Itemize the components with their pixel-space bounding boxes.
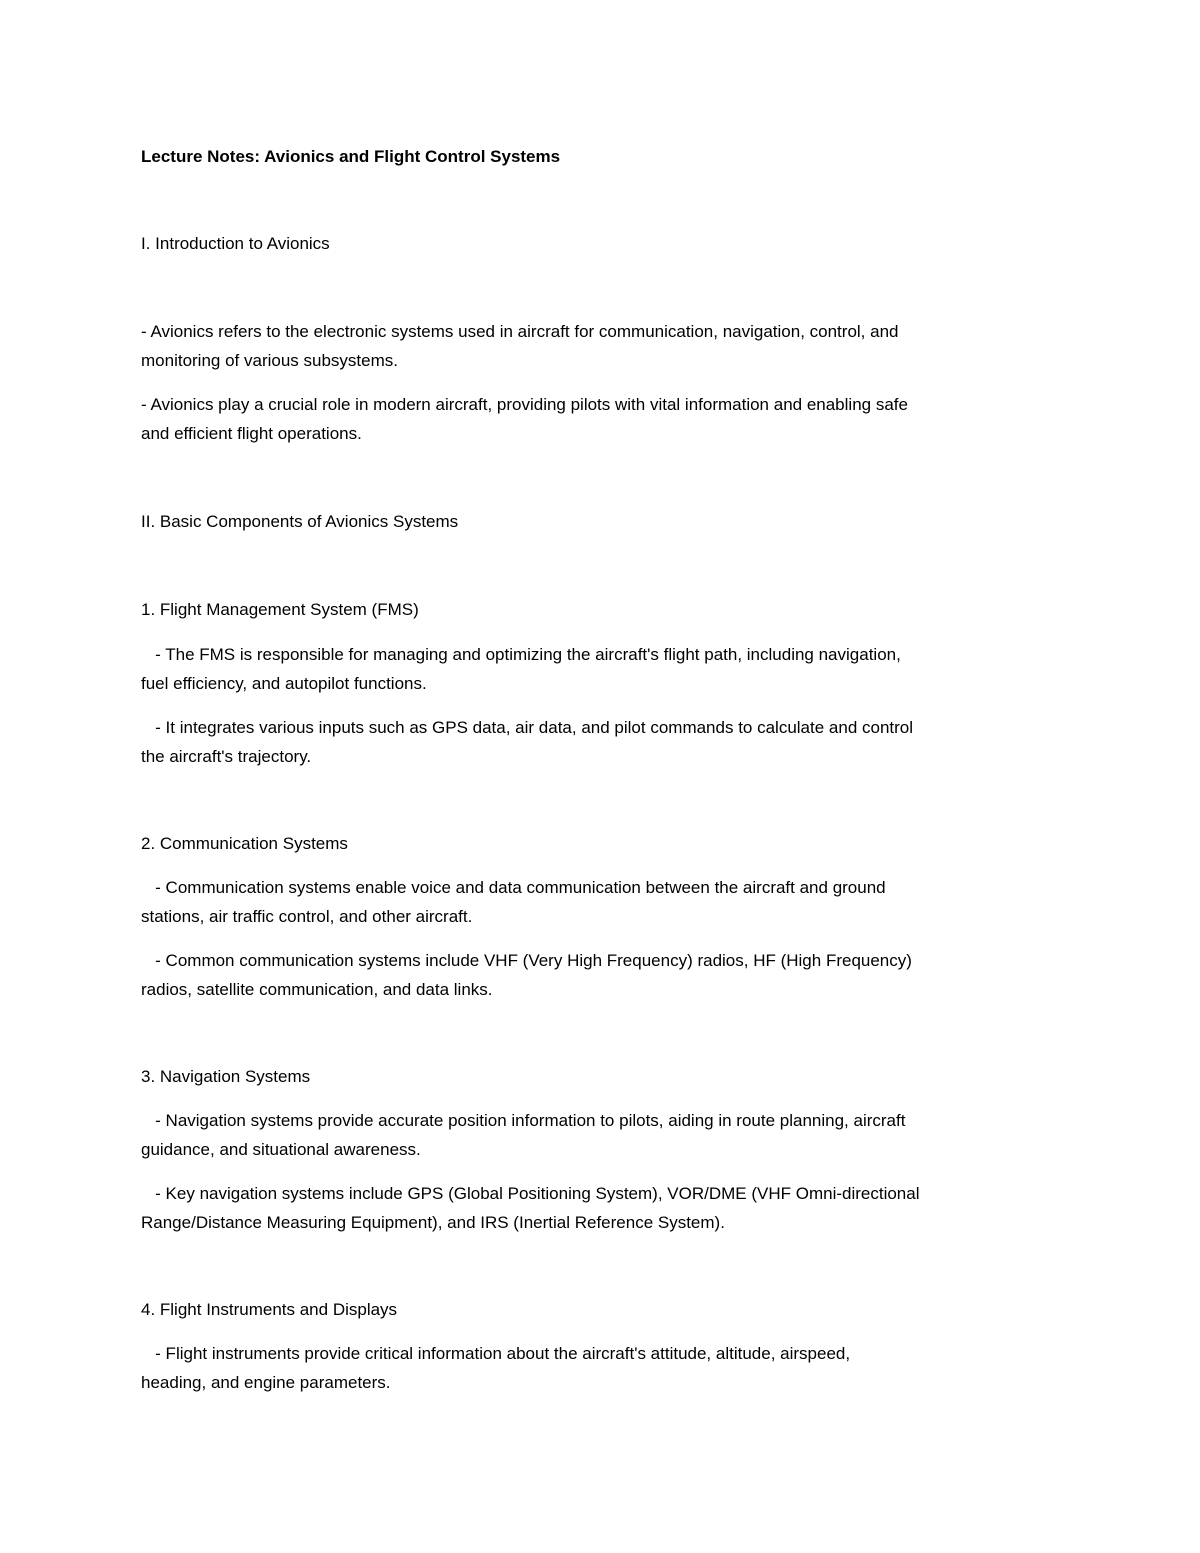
paragraph-line: guidance, and situational awareness. [141, 1140, 421, 1159]
paragraph-line: - Common communication systems include VHF (Very High Frequency) radios, HF (High Frequency) [141, 951, 912, 970]
document-title: Lecture Notes: Avionics and Flight Control Systems [141, 147, 561, 166]
paragraph-line: - Navigation systems provide accurate position information to pilots, aiding in route planning, aircraft [141, 1111, 906, 1130]
paragraph-line: - Communication systems enable voice and data communication between the aircraft and ground [141, 878, 886, 897]
paragraph-line: Range/Distance Measuring Equipment), and IRS (Inertial Reference System). [141, 1213, 725, 1232]
section-heading-introduction: I. Introduction to Avionics [141, 234, 330, 253]
paragraph-line: heading, and engine parameters. [141, 1373, 391, 1392]
section-heading-basic-components: II. Basic Components of Avionics Systems [141, 512, 459, 531]
paragraph-line: - Flight instruments provide critical information about the aircraft's attitude, altitude, airspeed, [141, 1344, 851, 1363]
subsection-heading-communication: 2. Communication Systems [141, 834, 348, 853]
paragraph-line: monitoring of various subsystems. [141, 351, 398, 370]
paragraph-line: - Key navigation systems include GPS (Global Positioning System), VOR/DME (VHF Omni-directional [141, 1184, 920, 1203]
paragraph-line: and efficient flight operations. [141, 424, 362, 443]
subsection-heading-navigation: 3. Navigation Systems [141, 1067, 311, 1086]
paragraph-line: - Avionics play a crucial role in modern aircraft, providing pilots with vital information and enabling safe [141, 395, 908, 414]
subsection-heading-fms: 1. Flight Management System (FMS) [141, 600, 419, 619]
paragraph-line: the aircraft's trajectory. [141, 747, 312, 766]
paragraph-line: radios, satellite communication, and data links. [141, 980, 493, 999]
subsection-heading-flight-instruments: 4. Flight Instruments and Displays [141, 1300, 398, 1319]
paragraph-line: - The FMS is responsible for managing and optimizing the aircraft's flight path, including navigation, [141, 645, 901, 664]
paragraph-line: fuel efficiency, and autopilot functions. [141, 674, 427, 693]
paragraph-line: - It integrates various inputs such as GPS data, air data, and pilot commands to calculate and control [141, 718, 914, 737]
paragraph-line: - Avionics refers to the electronic systems used in aircraft for communication, navigation, control, and [141, 322, 899, 341]
paragraph-line: stations, air traffic control, and other aircraft. [141, 907, 473, 926]
